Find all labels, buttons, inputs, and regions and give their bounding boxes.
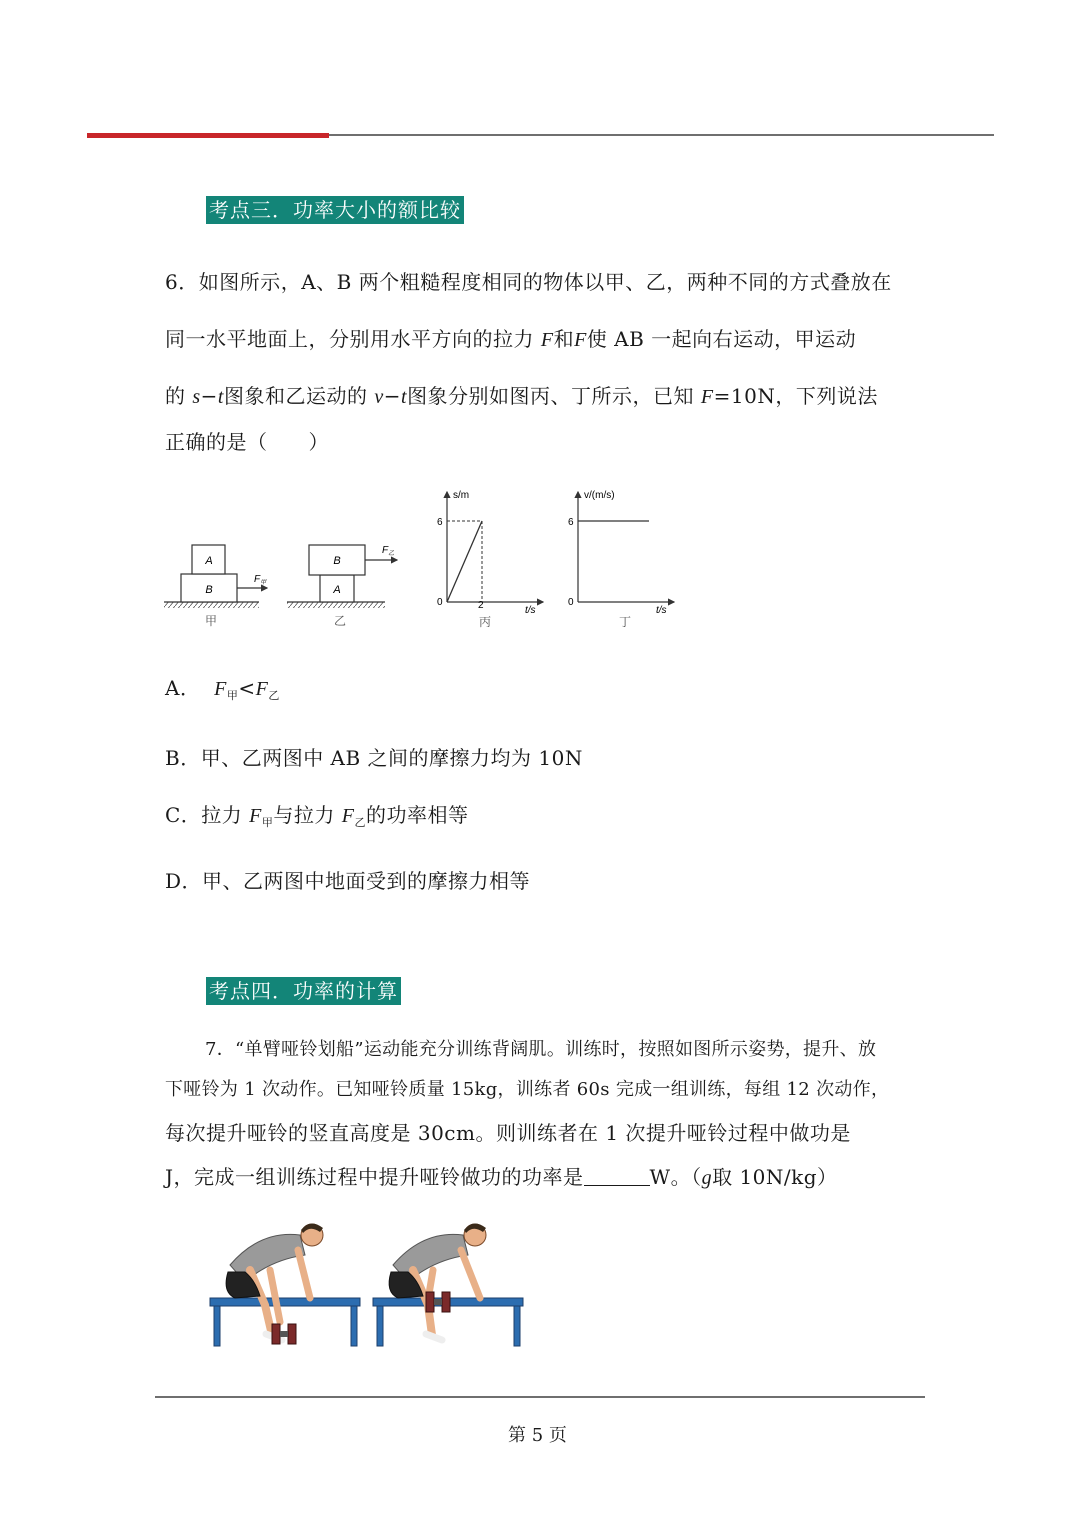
ding-ytick: 6 bbox=[568, 517, 574, 528]
jia-top-label: A bbox=[205, 555, 213, 567]
graph-bing bbox=[437, 490, 543, 629]
bing-ytick: 6 bbox=[437, 517, 443, 528]
answer-blank bbox=[584, 1167, 650, 1186]
option-b: B．甲、乙两图中 AB 之间的摩擦力均为 10N bbox=[165, 746, 583, 770]
bing-xtick: 2 bbox=[478, 600, 484, 611]
q6-line-4: 正确的是（ ） bbox=[165, 430, 329, 454]
bing-caption: 丙 bbox=[478, 615, 492, 629]
yi-top-label: B bbox=[333, 555, 341, 567]
header-rule-gray bbox=[329, 134, 994, 136]
jia-force-label: $F_甲$ bbox=[254, 574, 267, 586]
page-number: 第 5 页 bbox=[508, 1425, 567, 1446]
footer-rule bbox=[155, 1396, 925, 1398]
bing-ylabel: s/m bbox=[453, 490, 470, 501]
header-rule-red bbox=[87, 133, 329, 138]
q6-line-3: 的 s−t图象和乙运动的 v−t图象分别如图丙、丁所示，已知 F=10N，下列说法 bbox=[165, 384, 878, 408]
option-c: C．拉力 $F_甲$与拉力 $F_乙$的功率相等 bbox=[165, 803, 469, 829]
dumbbell-row-illustration bbox=[200, 1210, 530, 1355]
section-4-label: 考点四．功率的计算 bbox=[206, 977, 401, 1005]
q6-line-1: 6．如图所示，A、B 两个粗糙程度相同的物体以甲、乙，两种不同的方式叠放在 bbox=[165, 270, 892, 294]
athlete-pose-2 bbox=[373, 1223, 523, 1346]
q6-figure bbox=[155, 480, 695, 640]
q6-line-2: 同一水平地面上，分别用水平方向的拉力 F和F使 AB 一起向右运动，甲运动 bbox=[165, 327, 857, 351]
bing-origin: 0 bbox=[437, 597, 443, 608]
yi-bottom-label: A bbox=[333, 584, 341, 596]
figure-yi bbox=[287, 545, 397, 628]
jia-bottom-label: B bbox=[205, 584, 213, 596]
jia-caption: 甲 bbox=[204, 614, 218, 628]
bing-xlabel: t/s bbox=[525, 605, 536, 616]
athlete-pose-1 bbox=[210, 1223, 360, 1346]
ding-origin: 0 bbox=[568, 597, 574, 608]
ding-xlabel: t/s bbox=[656, 605, 667, 616]
section-3-label: 考点三．功率大小的额比较 bbox=[206, 196, 464, 224]
yi-caption: 乙 bbox=[333, 614, 347, 628]
figure-jia bbox=[164, 545, 267, 628]
bing-series-line bbox=[447, 521, 482, 602]
ding-ylabel: v/(m/s) bbox=[584, 490, 615, 501]
q7-line-1: 7．“单臂哑铃划船”运动能充分训练背阔肌。训练时，按照如图所示姿势，提升、放 bbox=[205, 1039, 877, 1060]
option-a: A． $F_甲<F_乙$ bbox=[165, 676, 280, 702]
yi-force-label: $F_乙$ bbox=[382, 545, 395, 557]
graph-ding bbox=[568, 490, 674, 629]
q7-line-4: J，完成一组训练过程中提升哑铃做功的功率是 W。（g取 10N/kg） bbox=[165, 1165, 838, 1189]
ding-caption: 丁 bbox=[618, 615, 632, 629]
option-d: D．甲、乙两图中地面受到的摩擦力相等 bbox=[165, 869, 531, 893]
q7-line-3: 每次提升哑铃的竖直高度是 30cm。则训练者在 1 次提升哑铃过程中做功是 bbox=[165, 1121, 851, 1145]
q7-line-2: 下哑铃为 1 次动作。已知哑铃质量 15kg，训练者 60s 完成一组训练，每组 12 次动作， bbox=[165, 1079, 890, 1100]
